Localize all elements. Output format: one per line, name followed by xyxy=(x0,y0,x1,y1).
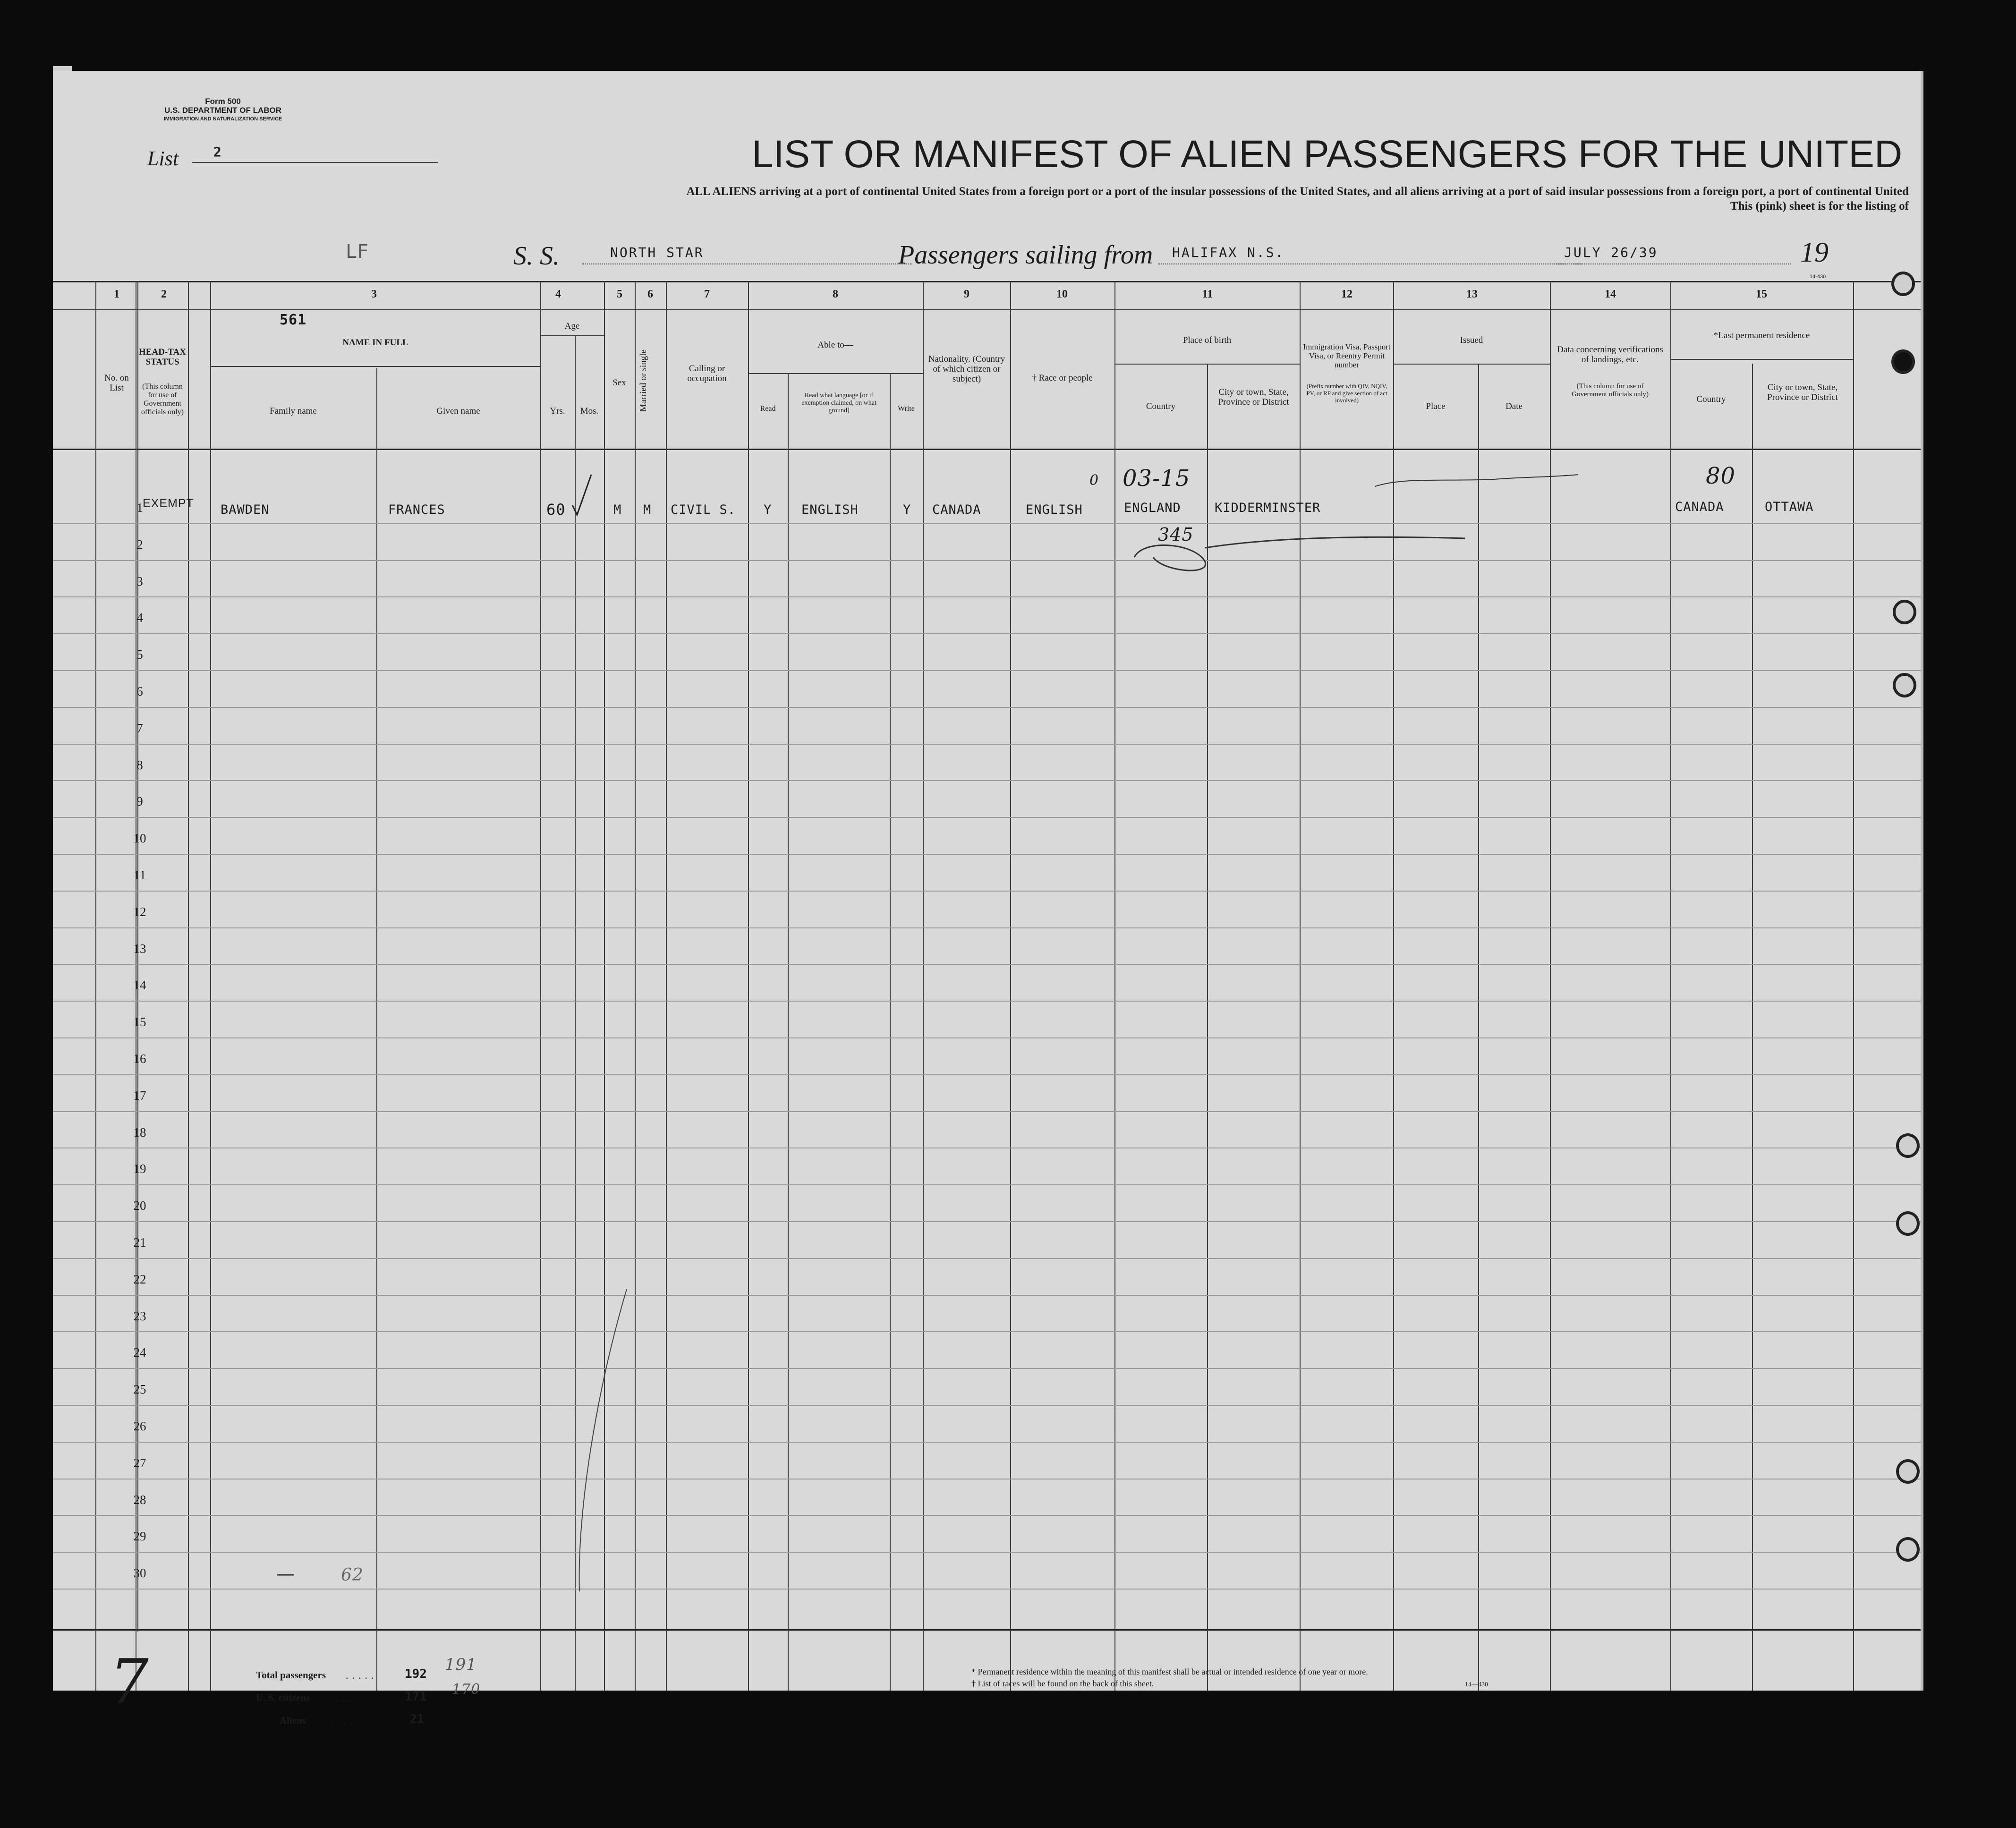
header-head-tax-note: (This column for use of Government officials only) xyxy=(141,383,184,416)
manifest-title: LIST OR MANIFEST OF ALIEN PASSENGERS FOR THE UNITED xyxy=(752,133,1903,176)
header-no-on-list: No. on List xyxy=(104,373,129,393)
ship-label: S. S. xyxy=(513,241,560,271)
row-number: 28 xyxy=(133,1492,146,1507)
header-sex: Sex xyxy=(612,378,626,388)
form-number: Form 500 xyxy=(205,97,241,106)
col-number: 6 xyxy=(647,288,653,300)
sailing-label: Passengers sailing from xyxy=(898,240,1153,270)
header-head-tax: HEAD-TAX STATUS xyxy=(139,347,186,367)
cell-res-country: CANADA xyxy=(1675,500,1724,514)
aliens-label: Aliens xyxy=(280,1715,306,1726)
row-number: 24 xyxy=(133,1345,146,1360)
cell-birth-country: ENGLAND xyxy=(1124,501,1181,515)
row-number: 8 xyxy=(136,757,143,772)
row-number: 9 xyxy=(136,794,143,809)
cell-age-yrs: 60 xyxy=(546,501,566,519)
row-number: 4 xyxy=(136,611,143,625)
header-place-of-birth: Place of birth xyxy=(1182,335,1232,345)
slanted-line xyxy=(579,1289,627,1591)
cell-nationality: CANADA xyxy=(932,502,981,517)
row-number: 7 xyxy=(136,721,143,735)
row-number: 25 xyxy=(133,1382,146,1397)
footnote-ref: 14—430 xyxy=(1465,1681,1488,1688)
row-number: 12 xyxy=(133,904,146,919)
header-last-residence: *Last permanent residence xyxy=(1713,331,1810,340)
col-number: 13 xyxy=(1466,288,1478,300)
footnote-residence: * Permanent residence within the meaning of this manifest shall be actual or intended residence of one year or more. xyxy=(971,1667,1368,1676)
cell-given-name: FRANCES xyxy=(388,502,445,517)
handwritten-code-4: 0 xyxy=(1089,472,1099,489)
handwritten-code-1: 03-15 xyxy=(1123,465,1191,492)
handwritten-code-2: 345 xyxy=(1158,524,1194,545)
binder-hole xyxy=(1896,1537,1920,1562)
header-able-to: Able to— xyxy=(817,340,853,350)
cell-read: Y xyxy=(764,502,772,517)
cell-read-language: ENGLISH xyxy=(801,502,859,517)
header-issued: Issued xyxy=(1460,335,1483,345)
signature-stroke xyxy=(1134,537,1465,570)
header-mos: Mos. xyxy=(580,406,599,416)
row-number: 1 xyxy=(136,501,143,515)
cell-sex: M xyxy=(613,502,622,517)
leader-dots: ...... xyxy=(336,1692,374,1704)
binder-hole xyxy=(1896,1459,1920,1484)
col-number: 10 xyxy=(1056,288,1068,300)
header-country: Country xyxy=(1146,401,1176,411)
col-number: 5 xyxy=(617,288,622,300)
row-number: 16 xyxy=(133,1052,146,1066)
col-number: 15 xyxy=(1756,288,1767,300)
row-number: 2 xyxy=(136,537,143,552)
citizens-annotation: 170 xyxy=(452,1681,481,1698)
row-number: 15 xyxy=(133,1015,146,1029)
header-married: Married or single xyxy=(638,349,648,412)
row-number: 11 xyxy=(134,868,146,882)
row-number: 13 xyxy=(133,941,146,956)
header-family-name: Family name xyxy=(270,406,317,416)
row-number: 3 xyxy=(136,574,143,588)
cell-res-city: OTTAWA xyxy=(1765,500,1814,514)
leader-dots: ..... xyxy=(346,1669,378,1681)
header-name-in-full: NAME IN FULL xyxy=(342,338,408,348)
header-landings-note: (This column for use of Government officials only) xyxy=(1571,383,1649,398)
header-res-country: Country xyxy=(1696,394,1726,404)
row-number: 21 xyxy=(133,1235,146,1250)
row-number: 17 xyxy=(133,1088,146,1103)
col-number: 8 xyxy=(833,288,838,300)
department: U.S. DEPARTMENT OF LABOR xyxy=(164,106,282,115)
list-label: List xyxy=(147,147,179,170)
header-read-language: Read what language [or if exemption claimed, on what ground] xyxy=(801,392,876,414)
header-res-city: City or town, State, Province or District xyxy=(1767,383,1838,402)
subtitle-line-2: This (pink) sheet is for the listing of xyxy=(1730,200,1909,213)
col-number: 2 xyxy=(161,288,167,300)
binder-hole xyxy=(1891,272,1915,296)
header-write: Write xyxy=(898,405,915,413)
cell-family-name: BAWDEN xyxy=(221,502,270,517)
binder-hole xyxy=(1891,349,1915,374)
year-label: 19 xyxy=(1800,237,1829,268)
us-citizens-value: 171 xyxy=(405,1690,427,1704)
header-calling: Calling or occupation xyxy=(687,364,727,383)
row-number: 26 xyxy=(133,1419,146,1433)
col-number: 12 xyxy=(1341,288,1353,300)
row-number: 19 xyxy=(133,1162,146,1176)
header-place: Place xyxy=(1426,401,1446,411)
handwritten-margin-mark: 7 xyxy=(110,1646,149,1717)
handwriting-strokes xyxy=(53,71,1921,1691)
row-number: 20 xyxy=(133,1199,146,1213)
col-number: 3 xyxy=(371,288,377,300)
col-number: 11 xyxy=(1202,288,1213,300)
form-ref: 14-430 xyxy=(1810,274,1826,280)
col-number: 9 xyxy=(964,288,970,300)
header-race: † Race or people xyxy=(1032,373,1093,383)
footnote-races: † List of races will be found on the back of this sheet. xyxy=(971,1679,1154,1688)
check-mark xyxy=(572,475,591,515)
col-number: 14 xyxy=(1605,288,1616,300)
scribble-mark xyxy=(1375,475,1578,486)
row-number: 18 xyxy=(133,1125,146,1139)
col-number: 1 xyxy=(114,288,119,300)
total-passengers-value: 192 xyxy=(405,1667,427,1681)
cell-calling: CIVIL S. xyxy=(671,502,736,517)
binder-hole xyxy=(1893,600,1916,624)
sailing-value: HALIFAX N.S. xyxy=(1172,245,1285,260)
service: IMMIGRATION AND NATURALIZATION SERVICE xyxy=(163,116,282,122)
header-age: Age xyxy=(564,321,580,331)
row-number: 27 xyxy=(133,1455,146,1470)
header-date: Date xyxy=(1506,401,1523,411)
header-read: Read xyxy=(760,405,776,413)
handwritten-bottom-number: 62 xyxy=(341,1565,364,1585)
header-city-town: City or town, State, Province or District xyxy=(1218,387,1289,407)
subtitle-line-1: ALL ALIENS arriving at a port of continental United States from a foreign port or a port of the insular possessions of the United States, and all aliens arriving at a port of said insular possessions from a foreign port, a port of continental United xyxy=(686,185,1909,198)
row-number: 6 xyxy=(136,684,143,698)
aliens-value: 21 xyxy=(409,1712,425,1726)
binder-hole xyxy=(1896,1211,1920,1236)
header-nationality: Nationality. (Country of which citizen or subject) xyxy=(928,354,1005,384)
manifest-page xyxy=(53,71,1923,1726)
row-number: 22 xyxy=(133,1272,146,1286)
cell-head-tax: EXEMPT xyxy=(143,497,194,510)
row-number: 14 xyxy=(133,978,146,993)
passengers-annotation: 191 xyxy=(445,1655,477,1674)
header-given-name: Given name xyxy=(436,406,480,416)
row-number: 10 xyxy=(133,831,146,846)
handwritten-code-3: 80 xyxy=(1706,463,1736,489)
list-value: 2 xyxy=(213,144,221,160)
row-number: 30 xyxy=(133,1566,146,1581)
col-number: 4 xyxy=(555,288,561,300)
handwritten-col3-mark: 561 xyxy=(280,312,307,328)
leader-dots: ....... xyxy=(317,1715,362,1726)
header-visa: Immigration Visa, Passport Visa, or Reentry Permit number xyxy=(1303,342,1391,369)
stamp-mark: LF xyxy=(346,241,369,263)
cell-race: ENGLISH xyxy=(1026,502,1083,517)
ship-value: NORTH STAR xyxy=(610,245,704,260)
row-number: 5 xyxy=(136,647,143,662)
cell-married: M xyxy=(643,502,652,517)
row-number: 29 xyxy=(133,1529,146,1544)
header-landings: Data concerning verifications of landings, etc. xyxy=(1557,345,1663,365)
date-value: JULY 26/39 xyxy=(1564,245,1658,260)
cell-birth-city: KIDDERMINSTER xyxy=(1215,501,1321,515)
header-visa-note: (Prefix number with QIV, NQIV, PV, or RP and give section of act involved) xyxy=(1306,383,1387,404)
col-number: 7 xyxy=(704,288,710,300)
row-number: 23 xyxy=(133,1309,146,1323)
header-yrs: Yrs. xyxy=(550,406,565,416)
total-passengers-label: Total passengers xyxy=(256,1669,326,1681)
binder-hole xyxy=(1893,673,1916,697)
us-citizens-label: U. S. citizens xyxy=(256,1692,310,1703)
binder-hole xyxy=(1896,1133,1920,1158)
cell-write: Y xyxy=(903,502,911,517)
